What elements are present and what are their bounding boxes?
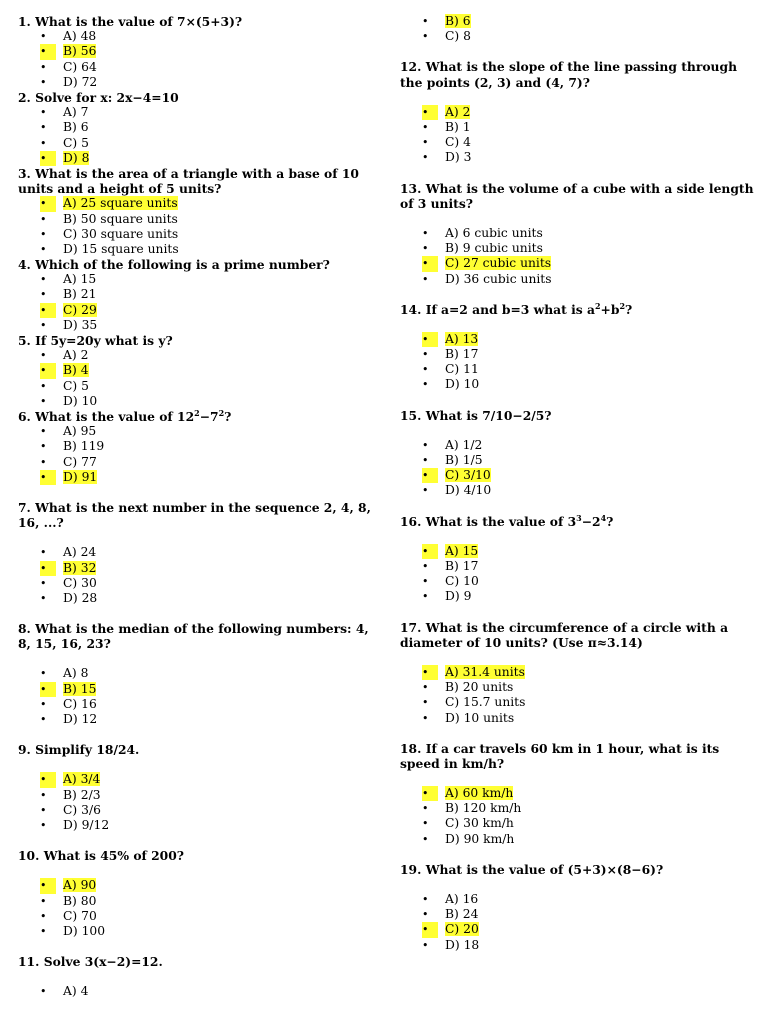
option-list [18,29,373,90]
question-8 [18,621,373,727]
option-d: • D) 90 km/h [422,831,515,846]
option-list [18,545,373,606]
option-list [18,878,373,939]
option-a: • A) 60 km/h [422,786,514,801]
option-c: • C) 30 km/h [422,816,514,831]
option-d: • D) 3 [422,150,472,165]
option-b: • B) 50 square units [40,211,178,226]
option-d: • D) 28 [40,590,98,605]
option-c: • C) 8 [422,29,471,44]
option-d: • D) 8 [40,150,90,165]
option-d: • D) 72 [40,74,98,89]
option-c: • C) 5 [40,135,89,150]
option-a: • A) 4 [40,984,89,999]
option-c: • C) 30 [40,575,97,590]
option-c: • C) 29 [40,302,97,317]
option-c: • C) 70 [40,908,97,923]
option-b: • B) 24 [422,907,479,922]
option-list [18,196,373,257]
option-b: • B) 119 [40,439,105,454]
option-c: • C) 10 [422,574,479,589]
option-d: • D) 9 [422,589,472,604]
question-text: 12. What is the slope of the line passing through the points (2, 3) and (4, 7)? [400,59,738,90]
option-list [18,666,373,727]
option-b: • B) 17 [422,558,479,573]
question-text: 6. What is the value of $12^2-7^2$? [18,407,232,424]
option-c: • C) 11 [422,362,479,377]
option-list [18,772,373,833]
question-text: 18. If a car travels 60 km in 1 hour, what is its speed in km/h? [400,740,720,771]
option-d: • D) 18 [422,937,480,952]
option-a: • A) 15 [422,543,479,558]
option-b: • B) 15 [40,681,97,696]
option-d: • D) 36 cubic units [422,271,552,286]
option-b: • B) 6 [40,120,89,135]
option-a: • A) 95 [40,424,97,439]
option-d: • D) 100 [40,923,106,938]
option-c: • C) 27 cubic units [422,256,552,271]
option-b: • B) 6 [422,14,471,28]
option-c: • C) 3/6 [40,802,101,817]
option-b: • B) 9 cubic units [422,241,543,256]
option-a: • A) 15 [40,272,97,287]
option-list [18,105,373,166]
question-text: 1. What is the value of 7×(5+3)? [18,14,243,29]
question-10 [18,848,373,939]
option-c: • C) 5 [40,378,89,393]
option-list [400,14,758,44]
question-text: 15. What is 7/10−2/5? [400,407,552,423]
question-text: 7. What is the next number in the sequence 2, 4, 8, 16, ...? [18,499,371,531]
option-c: • C) 30 square units [40,226,179,241]
question-text: 4. Which of the following is a prime number? [18,257,330,273]
option-b: • B) 120 km/h [422,801,522,816]
option-d: • D) 15 square units [40,241,179,256]
option-b: • B) 21 [40,287,97,302]
option-d: • D) 9/12 [40,818,110,832]
question-15 [400,408,758,499]
question-6 [18,409,373,485]
option-d: • D) 35 [40,317,98,332]
option-b: • B) 1 [422,119,471,134]
option-list [400,105,758,166]
option-list [400,665,758,726]
option-c: • C) 20 [422,922,479,937]
option-list [400,892,758,953]
option-a: • A) 25 square units [40,196,178,211]
option-a: • A) 13 [422,331,479,346]
question-text: 3. What is the area of a triangle with a base of 10 units and a height of 5 units? [18,165,359,197]
option-d: • D) 10 [422,377,480,392]
option-b: • B) 17 [422,347,479,362]
option-a: • A) 48 [40,29,97,44]
question-3 [18,166,373,257]
option-c: • C) 64 [40,59,97,74]
option-a: • A) 16 [422,892,479,907]
option-c: • C) 77 [40,454,97,469]
question-text: 2. Solve for x: 2x−4=10 [18,89,179,105]
option-list [400,332,758,393]
option-a: • A) 24 [40,545,97,560]
option-b: • B) 32 [40,560,97,575]
option-a: • A) 3/4 [40,772,101,787]
option-a: • A) 8 [40,666,89,681]
question-text: 19. What is the value of (5+3)×(8−6)? [400,861,664,877]
option-b: • B) 56 [40,44,97,59]
question-2 [18,90,373,166]
question-5 [18,333,373,409]
question-16 [400,514,758,605]
option-d: • D) 4/10 [422,483,492,498]
question-13 [400,181,758,287]
option-b: • B) 20 units [422,680,514,695]
question-text: 10. What is 45% of 200? [18,848,184,864]
question-text: 13. What is the volume of a cube with a side length of 3 units? [400,180,754,211]
option-list [18,272,373,333]
question-text: 11. Solve 3(x−2)=12. [18,954,163,970]
option-list [18,984,373,999]
question-text: 14. If a=2 and b=3 what is $a^2+b^2$? [400,300,633,317]
question-text: 16. What is the value of $3^3-2^4$? [400,512,614,529]
option-list [18,424,373,485]
question-text: 9. Simplify 18/24. [18,742,140,758]
question-4 [18,257,373,333]
question-9 [18,742,373,833]
option-b: • B) 2/3 [40,787,101,802]
question-14 [400,302,758,393]
option-list [400,544,758,605]
right-column [400,14,758,953]
option-c: • C) 3/10 [422,468,491,483]
option-d: • D) 10 [40,393,98,408]
option-a: • A) 31.4 units [422,664,525,679]
question-7 [18,500,373,606]
option-b: • B) 1/5 [422,453,483,468]
option-c: • C) 16 [40,696,97,711]
question-text: 8. What is the median of the following numbers: 4, 8, 15, 16, 23? [18,621,369,652]
question-text: 17. What is the circumference of a circle with a diameter of 10 units? (Use π≈3.14) [400,619,729,650]
question-text: 5. If 5y=20y what is y? [18,333,173,349]
question-11 [18,954,373,999]
option-d: • D) 91 [40,469,98,484]
option-a: • A) 6 cubic units [422,225,543,240]
option-list [400,438,758,499]
question-1 [18,14,373,90]
option-list [400,786,758,847]
option-c: • C) 4 [422,135,471,150]
question-19 [400,862,758,953]
option-d: • D) 12 [40,712,98,727]
option-a: • A) 2 [40,348,89,363]
option-a: • A) 7 [40,105,89,120]
option-a: • A) 2 [422,104,471,119]
option-b: • B) 4 [40,363,89,378]
option-c: • C) 15.7 units [422,695,526,710]
option-a: • A) 90 [40,878,97,893]
option-list [18,348,373,409]
question-18 [400,741,758,847]
option-a: • A) 1/2 [422,437,483,452]
option-b: • B) 80 [40,893,97,908]
left-column [18,14,373,1000]
option-list [400,226,758,287]
question-17 [400,620,758,726]
option-d: • D) 10 units [422,710,515,725]
question-11-continued [400,14,758,44]
question-12 [400,59,758,165]
